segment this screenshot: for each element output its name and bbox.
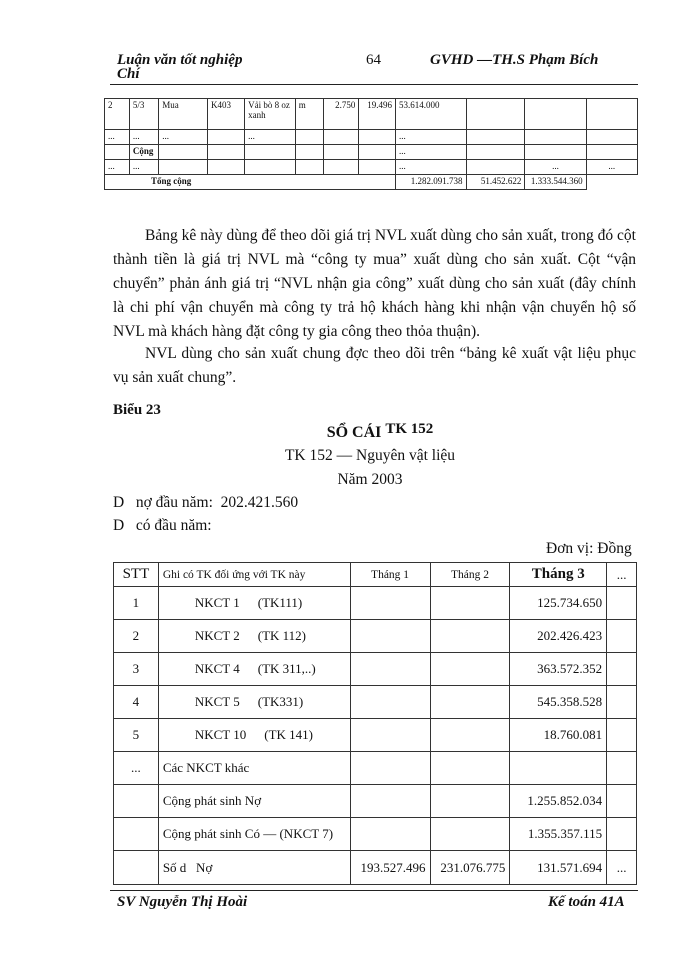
top-table	[104, 98, 638, 190]
header-right: GVHD —TH.S Phạm Bích	[430, 52, 599, 68]
ledger-amount	[350, 587, 430, 620]
ledger-amount	[350, 752, 430, 785]
table-cell: 19.496	[359, 99, 396, 130]
col-more: ...	[607, 563, 637, 587]
table-cell	[208, 145, 245, 160]
unit-label: Đơn vị: Đồng	[546, 540, 632, 557]
table-cell	[208, 160, 245, 175]
footer-rule	[110, 890, 638, 891]
table-cell: ...	[159, 130, 208, 145]
table-cell	[208, 130, 245, 145]
table-cell	[586, 145, 637, 160]
ledger-stt	[114, 818, 159, 851]
ledger-entry-account: (TK331)	[257, 694, 304, 709]
total-value: 1.333.544.360	[525, 175, 586, 190]
ledger-amount: 231.076.775	[430, 851, 510, 885]
ledger-description	[158, 653, 350, 686]
header-rule	[110, 84, 638, 85]
ledger-amount	[430, 653, 510, 686]
section-label: Biểu 23	[113, 402, 161, 418]
total-value: 1.282.091.738	[395, 175, 466, 190]
credit-opening: D có đầu năm:	[113, 517, 212, 534]
table-cell	[159, 145, 208, 160]
ledger-amount: 131.571.694	[510, 851, 607, 885]
table-cell: K403	[208, 99, 245, 130]
table-cell: 2	[105, 99, 130, 130]
ledger-amount	[350, 818, 430, 851]
ledger-description	[158, 686, 350, 719]
table-cell: Cộng	[129, 145, 158, 160]
table-cell: ...	[129, 130, 158, 145]
ledger-entry-name: NKCT 4	[194, 661, 240, 676]
ledger-row	[114, 719, 637, 752]
ledger-more: ...	[607, 851, 637, 885]
paragraph-1: Bảng kê này dùng để theo dõi giá trị NVL xuất dùng cho sản xuất, trong đó cột thành tiền là giá trị NVL mà “công ty mua” xuất dùng cho sản xuất. Cột “vận chuyển” phản ánh giá trị “NVL nhận gia công” xuất dùng cho sản xuất (đây chính là chi phí vận chuyển mà công ty trả hộ khách hàng khi nhận vận chuyển hộ số NVL mà khách hàng đặt công ty gia công theo thỏa thuận).	[113, 227, 636, 340]
footer-left: SV Nguyễn Thị Hoài	[117, 894, 248, 910]
ledger-amount	[430, 752, 510, 785]
ledger-entry-name: NKCT 2	[194, 628, 240, 643]
table-cell	[525, 145, 586, 160]
table-cell: ...	[105, 160, 130, 175]
ledger-stt: 2	[114, 620, 159, 653]
table-cell	[323, 130, 359, 145]
table-row	[105, 145, 638, 160]
ledger-more	[607, 818, 637, 851]
ledger-more	[607, 686, 637, 719]
col-month-3: Tháng 3	[510, 563, 607, 587]
table-cell	[105, 145, 130, 160]
table-cell	[159, 160, 208, 175]
col-month-2: Tháng 2	[430, 563, 510, 587]
ledger-amount	[430, 686, 510, 719]
ledger-more	[607, 653, 637, 686]
table-cell	[295, 130, 323, 145]
ledger-stt: 1	[114, 587, 159, 620]
table-cell	[466, 145, 525, 160]
table-cell	[295, 160, 323, 175]
table-cell: ...	[129, 160, 158, 175]
ledger-stt	[114, 851, 159, 885]
table-cell: ...	[245, 130, 296, 145]
ledger-amount: 193.527.496	[350, 851, 430, 885]
ledger-title-main: SỔ CÁI	[326, 424, 382, 441]
table-cell	[466, 130, 525, 145]
ledger-description: Số d Nợ	[158, 851, 350, 885]
table-cell	[359, 145, 396, 160]
ledger-amount	[430, 587, 510, 620]
total-row	[105, 175, 638, 190]
ledger-entry-account: (TK 112)	[257, 628, 306, 643]
table-row	[105, 160, 638, 175]
ledger-amount: 1.355.357.115	[510, 818, 607, 851]
ledger-amount: 125.734.650	[510, 587, 607, 620]
table-cell	[323, 160, 359, 175]
ledger-amount: 545.358.528	[510, 686, 607, 719]
ledger-amount: 202.426.423	[510, 620, 607, 653]
ledger-header-row	[114, 563, 637, 587]
header-left-continued: Chí	[117, 66, 140, 82]
ledger-stt: 4	[114, 686, 159, 719]
ledger-row	[114, 818, 637, 851]
ledger-more	[607, 752, 637, 785]
ledger-entry-account: (TK111)	[257, 595, 303, 610]
table-cell	[466, 160, 525, 175]
ledger-entry-account: (TK 311,..)	[257, 661, 316, 676]
ledger-entry-name: NKCT 10	[194, 727, 247, 742]
ledger-row	[114, 752, 637, 785]
footer-right: Kế toán 41A	[548, 894, 625, 910]
ledger-amount	[510, 752, 607, 785]
ledger-amount: 18.760.081	[510, 719, 607, 752]
table-cell	[466, 99, 525, 130]
table-cell	[245, 145, 296, 160]
table-cell: m	[295, 99, 323, 130]
table-cell	[586, 99, 637, 130]
ledger-stt: 5	[114, 719, 159, 752]
ledger-row	[114, 851, 637, 885]
total-label: Tổng cộng	[105, 175, 396, 190]
col-month-1: Tháng 1	[350, 563, 430, 587]
ledger-year: Năm 2003	[337, 471, 403, 488]
ledger-amount	[350, 785, 430, 818]
ledger-amount	[430, 818, 510, 851]
table-cell	[586, 130, 637, 145]
total-value: 51.452.622	[466, 175, 525, 190]
ledger-row	[114, 686, 637, 719]
header-left: Luận văn tốt nghiệp	[117, 52, 243, 68]
table-cell: ...	[395, 160, 466, 175]
ledger-amount	[350, 620, 430, 653]
table-cell: ...	[525, 160, 586, 175]
ledger-row	[114, 653, 637, 686]
ledger-amount	[350, 653, 430, 686]
ledger-amount	[350, 719, 430, 752]
table-cell	[359, 160, 396, 175]
ledger-description: Cộng phát sinh Nợ	[158, 785, 350, 818]
ledger-row	[114, 620, 637, 653]
table-cell	[323, 145, 359, 160]
ledger-entry-account: (TK 141)	[264, 727, 313, 742]
ledger-table	[113, 562, 637, 885]
ledger-amount	[350, 686, 430, 719]
table-cell: ...	[105, 130, 130, 145]
ledger-more	[607, 719, 637, 752]
table-cell: 5/3	[129, 99, 158, 130]
table-cell: ...	[395, 145, 466, 160]
ledger-amount	[430, 620, 510, 653]
table-row	[105, 99, 638, 130]
table-cell	[525, 130, 586, 145]
col-account: Ghi có TK đối ứng với TK này	[158, 563, 350, 587]
ledger-amount	[430, 719, 510, 752]
debit-opening: D nợ đầu năm: 202.421.560	[113, 494, 299, 511]
ledger-description	[158, 587, 350, 620]
table-cell	[359, 130, 396, 145]
ledger-entry-name: NKCT 1	[194, 595, 240, 610]
ledger-description	[158, 620, 350, 653]
table-cell: 2.750	[323, 99, 359, 130]
ledger-stt: 3	[114, 653, 159, 686]
table-cell: 53.614.000	[395, 99, 466, 130]
ledger-subtitle: TK 152 — Nguyên vật liệu	[284, 447, 456, 464]
ledger-entry-name: NKCT 5	[194, 694, 240, 709]
ledger-stt: ...	[114, 752, 159, 785]
table-cell: Vải bò 8 oz xanh	[245, 99, 296, 130]
table-cell: Mua	[159, 99, 208, 130]
ledger-more	[607, 620, 637, 653]
table-cell	[525, 99, 586, 130]
table-cell: ...	[586, 160, 637, 175]
ledger-description: Các NKCT khác	[158, 752, 350, 785]
ledger-description: Cộng phát sinh Có — (NKCT 7)	[158, 818, 350, 851]
ledger-amount: 363.572.352	[510, 653, 607, 686]
ledger-more	[607, 785, 637, 818]
table-cell	[245, 160, 296, 175]
ledger-description	[158, 719, 350, 752]
ledger-amount: 1.255.852.034	[510, 785, 607, 818]
paragraph-2: NVL dùng cho sản xuất chung đợc theo dõi trên “bảng kê xuất vật liệu phục vụ sản xuất chung”.	[113, 345, 636, 386]
ledger-amount	[430, 785, 510, 818]
ledger-title-sup: TK 152	[385, 421, 434, 437]
table-cell	[295, 145, 323, 160]
table-cell: ...	[395, 130, 466, 145]
ledger-stt	[114, 785, 159, 818]
ledger-more	[607, 587, 637, 620]
col-stt: STT	[114, 563, 159, 587]
table-row	[105, 130, 638, 145]
ledger-row	[114, 785, 637, 818]
page-number: 64	[366, 52, 381, 68]
ledger-row	[114, 587, 637, 620]
ledger-title	[0, 421, 700, 442]
